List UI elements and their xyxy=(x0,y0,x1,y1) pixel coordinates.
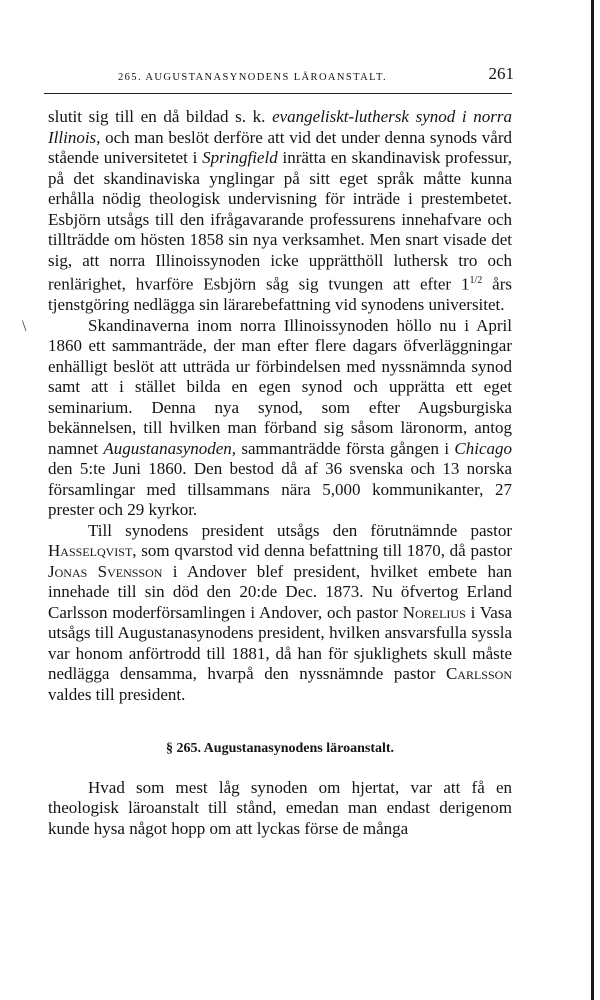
name-norelius: Norelius xyxy=(402,602,466,622)
page-edge-shadow xyxy=(591,0,594,1000)
italic-city: Chicago xyxy=(454,438,512,458)
paragraph-2: Skandinaverna inom norra Illinoissynoden höllo nu i April 1860 ett sammanträde, der man efter flere dagars öfverläggningar enhälligt beslöt att utträda ur förbindelsen med nyssnämnda synod samt att i stället bilda en egen synod och upprätta ett eget seminarium. Denna nya synod, som efter Augsburgiska bekännelsen, till hvilken man förband sig såsom läronorm, antog namnet Augustanasynoden, sammanträdde första gången i Chicago den 5:te Juni 1860. Den bestod då af 36 svenska och 13 norska församlingar med tillsammans nära 5,000 kommunikanter, 27 prester och 29 kyrkor. xyxy=(48,315,512,520)
italic-synod-name: Augustanasynoden, xyxy=(103,438,237,458)
name-svensson: Jonas Svensson xyxy=(48,561,163,581)
fraction: 1/2 xyxy=(469,275,483,286)
paragraph-3: Till synodens president utsågs den förutnämnde pastor Hasselqvist, som qvarstod vid denna befattning till 1870, då pastor Jonas Svensson i Andover blef president, hvilket embete han innehade till sin död den 20:de Dec. 1873. Nu öfvertog Erland Carlsson moderförsamlingen i Andover, och pastor Norelius i Vasa utsågs till Augustanasynodens president, hvilken ansvarsfulla syssla var honom anförtrodd till 1881, då han för sjuklighets skull måste nedlägga densamma, hvarpå den nyssnämnde pastor Carlsson valdes till president. xyxy=(48,520,513,704)
name-hasselqvist: Hasselqvist xyxy=(48,541,133,561)
page-number: 261 xyxy=(488,64,514,83)
margin-mark: \ xyxy=(22,318,27,335)
body-text xyxy=(48,107,512,839)
section-heading: § 265. Augustanasynodens läroanstalt. xyxy=(165,741,395,757)
name-carlsson: Carlsson xyxy=(445,664,512,684)
italic-place: Springfield xyxy=(202,148,278,167)
header-rule xyxy=(44,93,512,94)
paragraph-1: slutit sig till en då bildad s. k. evangeliskt-luthersk synod i norra Illinois, och man beslöt derföre att vid det under denna synods vård stående universitetet i Springfield inrätta en skandinavisk professur, på det skandinaviska ynglingar på sitt eget språk måtte kunna erhålla nödig theologisk undervisning för inträde i prestembetet. Esbjörn utsågs till den ifrågavarande professurens innehafvare och tillträdde om hösten 1858 sin nya verksamhet. Men snart visade det sig, att norra Illinoissynoden icke upprätthöll luthersk tro och renlärighet, hvarföre Esbjörn såg sig tvungen att efter $1^{1/2}$ års tjenstgöring nedlägga sin lärarebefattning vid synodens universitet. xyxy=(48,107,512,315)
paragraph-4: Hvad som mest låg synoden om hjertat, var att få en theologisk läroanstalt till stånd, emedan man endast derigenom kunde hysa något hopp om att lyckas förse de många xyxy=(48,777,512,838)
italic-term: evangeliskt-luthersk synod i norra Illinois, xyxy=(48,107,512,147)
running-title: 265. AUGUSTANASYNODENS LÄROANSTALT. xyxy=(118,72,387,83)
